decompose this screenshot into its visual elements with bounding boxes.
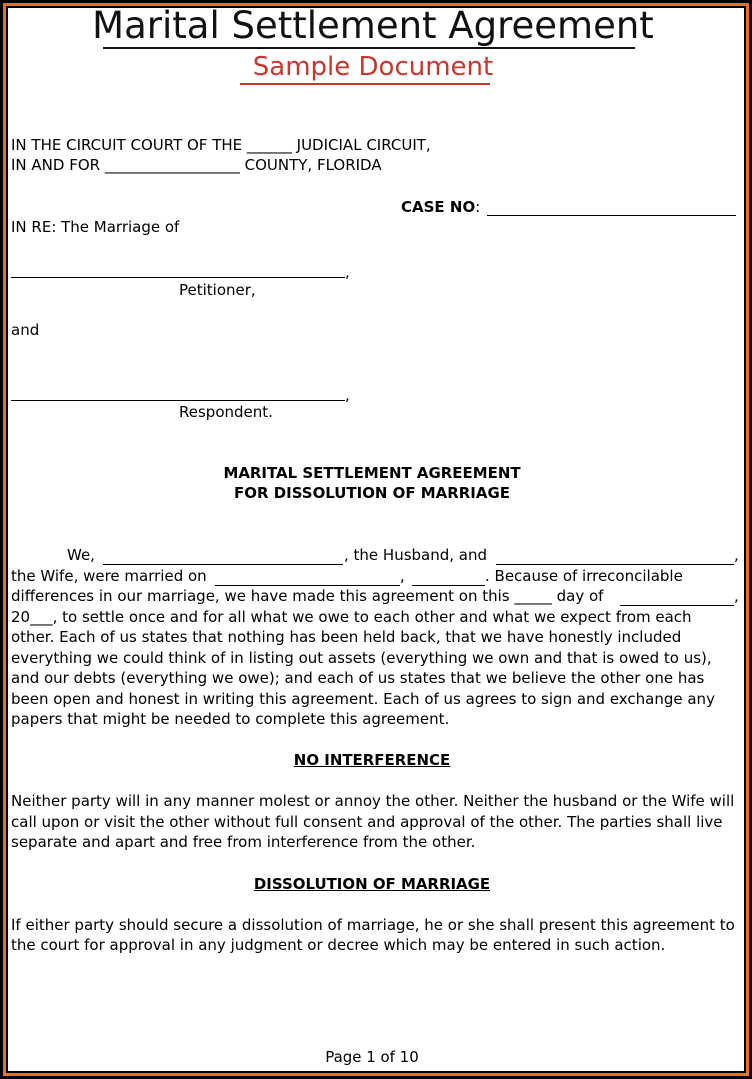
- no-interference-line-1: Neither party will in any manner molest or annoy the other. Neither the husband or the Wife will: [11, 792, 735, 810]
- case-number-colon: :: [475, 198, 481, 216]
- petitioner-blank: [11, 277, 345, 278]
- intro-line-5: other. Each of us states that nothing has been held back, that we have honestly included: [11, 628, 682, 646]
- intro-line-8: been open and honest in writing this agreement. Each of us agrees to sign and exchange any: [11, 690, 715, 708]
- dissolution-heading: DISSOLUTION OF MARRIAGE: [253, 875, 491, 893]
- intro-husband-text: , the Husband, and: [344, 546, 488, 564]
- respondent-label: Respondent.: [179, 403, 273, 421]
- case-number-label: CASE NO: [401, 198, 476, 216]
- dissolution-line-2: the court for approval in any judgment or decree which may be entered in such action.: [11, 936, 666, 954]
- intro-line-4: 20___, to settle once and for all what we owe to each other and what we expect from each: [11, 608, 692, 626]
- agreement-heading-line-2: FOR DISSOLUTION OF MARRIAGE: [234, 484, 510, 502]
- and-word: and: [11, 321, 40, 339]
- dissolution-line-1: If either party should secure a dissolution of marriage, he or she shall present this agreement to: [11, 916, 735, 934]
- document-subtitle: Sample Document: [252, 52, 494, 82]
- page-number: Page 1 of 10: [325, 1048, 419, 1066]
- intro-irreconcilable: . Because of irreconcilable: [485, 567, 683, 585]
- case-number-field: [401, 197, 480, 217]
- wife-name-blank: [496, 564, 734, 565]
- title-underline: [103, 47, 635, 49]
- intro-line-6: everything we could think of in listing out assets (everything we own and that is owed to us),: [11, 649, 712, 667]
- case-number-blank: [487, 215, 736, 216]
- intro-married-on: the Wife, were married on: [11, 567, 207, 585]
- intro-date-comma: ,: [400, 567, 405, 585]
- intro-line-3: differences in our marriage, we have made this agreement on this _____ day of: [11, 587, 604, 605]
- intro-line-1-comma: ,: [734, 546, 739, 564]
- intro-we: We,: [67, 546, 95, 564]
- husband-name-blank: [103, 564, 343, 565]
- intro-line-3-comma: ,: [734, 587, 739, 605]
- intro-line-7: and our debts (everything we owe); and each of us states that we believe the other one has: [11, 669, 705, 687]
- in-re-line: IN RE: The Marriage of: [11, 218, 180, 236]
- no-interference-heading: NO INTERFERENCE: [293, 751, 451, 769]
- respondent-comma: ,: [345, 386, 350, 404]
- document-title: Marital Settlement Agreement: [92, 4, 654, 47]
- no-interference-line-3: separate and apart and free from interference from the other.: [11, 833, 476, 851]
- no-interference-line-2: call upon or visit the other without full consent and approval of the other. The parties shall live: [11, 813, 723, 831]
- court-line-2: IN AND FOR __________________ COUNTY, FLORIDA: [11, 156, 382, 174]
- petitioner-label: Petitioner,: [179, 281, 256, 299]
- petitioner-comma: ,: [345, 263, 350, 281]
- subtitle-underline: [240, 83, 490, 85]
- intro-line-1: [67, 545, 95, 566]
- agreement-month-blank: [620, 605, 734, 606]
- respondent-blank: [11, 400, 345, 401]
- court-line-1: IN THE CIRCUIT COURT OF THE ______ JUDICIAL CIRCUIT,: [11, 136, 431, 154]
- agreement-heading-line-1: MARITAL SETTLEMENT AGREEMENT: [223, 464, 521, 482]
- intro-line-9: papers that might be needed to complete this agreement.: [11, 710, 450, 728]
